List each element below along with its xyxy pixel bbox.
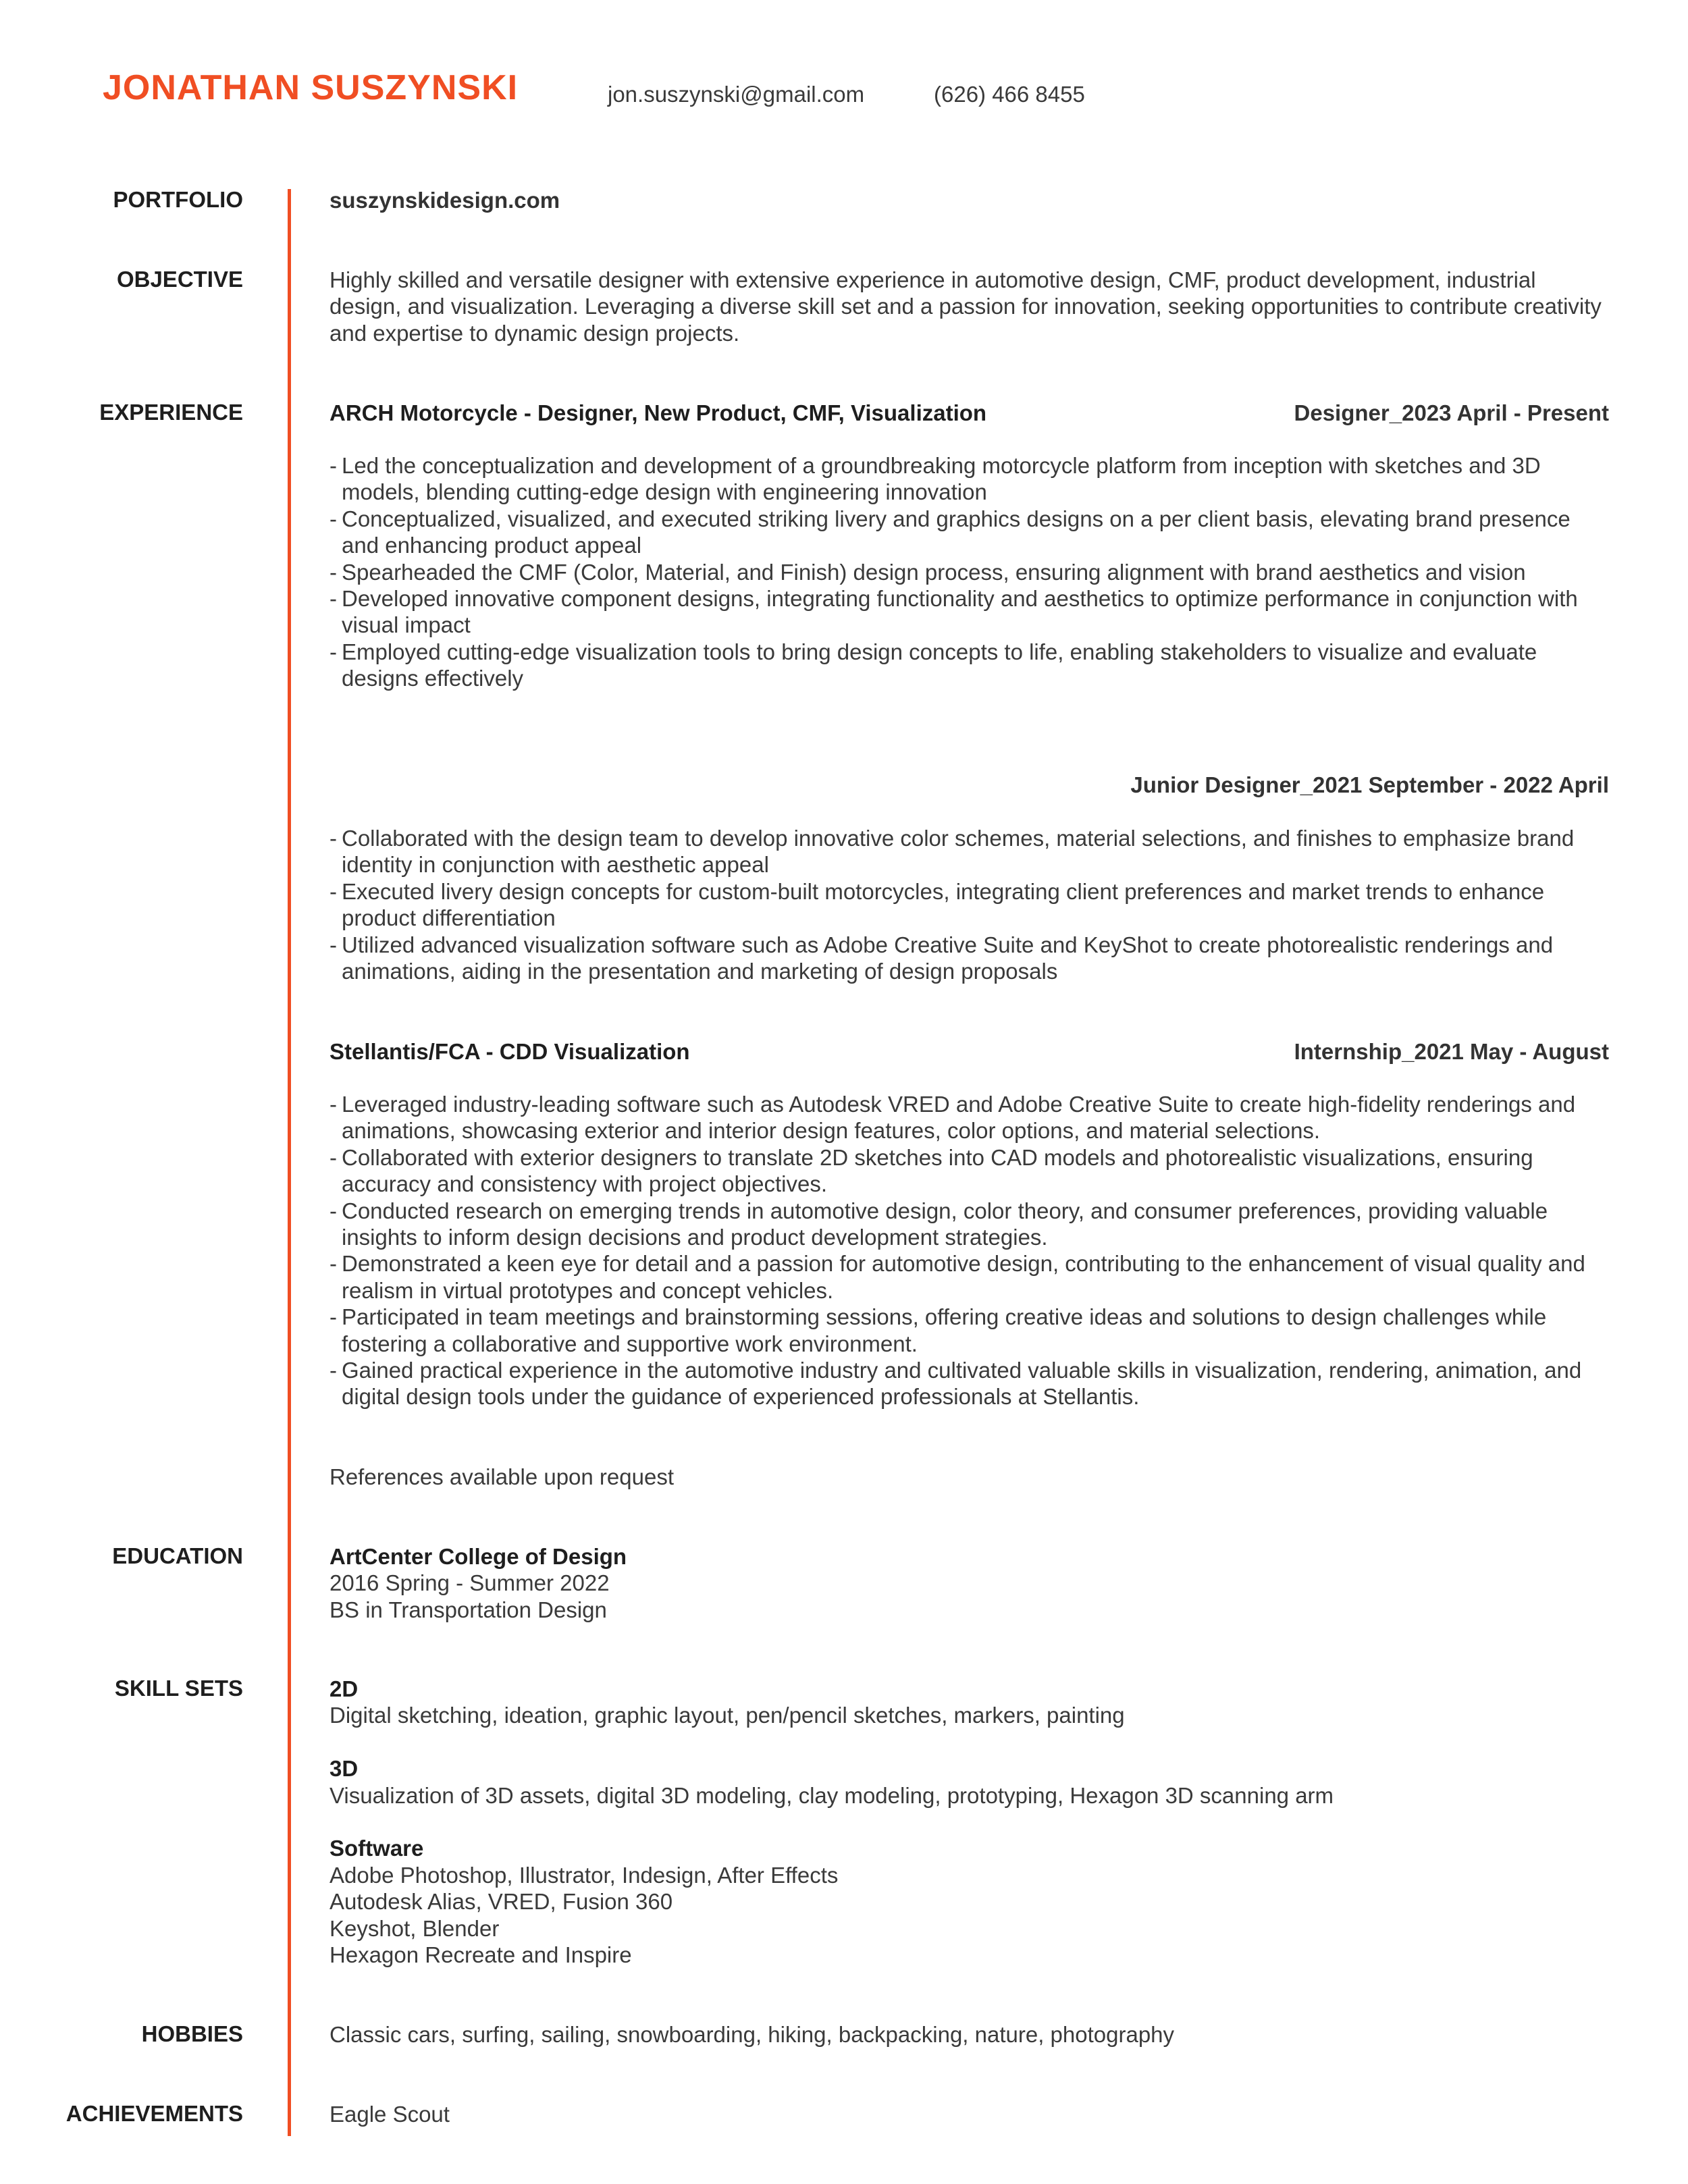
list-item: - Executed livery design concepts for custom-built motorcycles, integrating client preferences and market trends to enhance product differentiation — [329, 878, 1609, 932]
job-period: Internship_2021 May - August — [1294, 1039, 1609, 1064]
list-item: - Developed innovative component designs, integrating functionality and aesthetics to optimize performance in conjunction with visual impact — [329, 585, 1609, 639]
phone-number: (626) 466 8455 — [934, 82, 1085, 107]
portfolio-section — [329, 187, 1609, 213]
skill-line: Hexagon Recreate and Inspire — [329, 1942, 632, 1968]
job-period: Junior Designer_2021 September - 2022 April — [1130, 772, 1609, 797]
section-label-hobbies: HOBBIES — [141, 2021, 243, 2046]
job-bullets — [329, 1091, 1609, 1410]
skill-group-title: 2D — [329, 1676, 359, 1701]
section-label-achievements: ACHIEVEMENTS — [65, 2101, 243, 2126]
job-period: Designer_2023 April - Present — [1294, 400, 1609, 425]
degree: BS in Transportation Design — [329, 1597, 607, 1622]
list-item: - Gained practical experience in the automotive industry and cultivated valuable skills in visualization, rendering, animation, and digital design tools under the guidance of experienced professionals at Stellantis. — [329, 1357, 1609, 1410]
email-link[interactable]: jon.suszynski@gmail.com — [608, 82, 865, 107]
section-label-experience: EXPERIENCE — [99, 400, 243, 425]
section-label-objective: OBJECTIVE — [116, 267, 243, 292]
candidate-name: JONATHAN SUSZYNSKI — [103, 68, 519, 107]
job-header — [329, 400, 1609, 426]
list-item: - Led the conceptualization and development of a groundbreaking motorcycle platform from inception with sketches and 3D models, blending cutting-edge design with engineering innovation — [329, 452, 1609, 506]
list-item: - Conceptualized, visualized, and executed striking livery and graphics designs on a per client basis, elevating brand presence and enhancing product appeal — [329, 506, 1609, 559]
job-header — [329, 1038, 1609, 1065]
list-item: - Collaborated with the design team to develop innovative color schemes, material selections, and finishes to emphasize brand identity in conjunction with aesthetic appeal — [329, 825, 1609, 878]
section-divider-rule — [288, 189, 291, 2136]
education-dates: 2016 Spring - Summer 2022 — [329, 1570, 610, 1596]
objective-text: Highly skilled and versatile designer with extensive experience in automotive design, CMF, product development, industrial design, and visualization. Leveraging a diverse skill set and a passion for innovation, seeking opportunities to contribute creativity and expertise to dynamic design projects. — [329, 267, 1602, 346]
skill-line: Keyshot, Blender — [329, 1915, 500, 1941]
skill-line: Visualization of 3D assets, digital 3D modeling, clay modeling, prototyping, Hexagon 3D scanning arm — [329, 1782, 1334, 1808]
list-item: - Collaborated with exterior designers to translate 2D sketches into CAD models and photorealistic visualizations, ensuring accuracy and consistency with project objectives. — [329, 1144, 1609, 1198]
section-label-education: EDUCATION — [112, 1543, 243, 1568]
skills-section — [329, 1676, 1609, 1968]
skill-line: Autodesk Alias, VRED, Fusion 360 — [329, 1889, 673, 1915]
job-bullets — [329, 452, 1609, 692]
hobbies-text: Classic cars, surfing, sailing, snowboarding, hiking, backpacking, nature, photography — [329, 2022, 1175, 2047]
list-item: - Utilized advanced visualization software such as Adobe Creative Suite and KeyShot to create photorealistic renderings and animations, aiding in the presentation and marketing of design proposals — [329, 932, 1609, 985]
list-item: - Spearheaded the CMF (Color, Material, and Finish) design process, ensuring alignment with brand aesthetics and vision — [329, 559, 1609, 585]
skill-line: Adobe Photoshop, Illustrator, Indesign, After Effects — [329, 1862, 839, 1888]
skill-group-title: 3D — [329, 1756, 359, 1782]
job-title: ARCH Motorcycle - Designer, New Product, CMF, Visualization — [329, 400, 987, 425]
skill-group-title: Software — [329, 1836, 424, 1861]
list-item: - Employed cutting-edge visualization tools to bring design concepts to life, enabling stakeholders to visualize and evaluate designs effectively — [329, 639, 1609, 692]
list-item: - Participated in team meetings and brainstorming sessions, offering creative ideas and solutions to design challenges while fostering a collaborative and supportive work environment. — [329, 1304, 1609, 1357]
education-section — [329, 1543, 1609, 1623]
job-title: Stellantis/FCA - CDD Visualization — [329, 1039, 690, 1064]
section-label-skills: SKILL SETS — [114, 1676, 243, 1701]
portfolio-link[interactable]: suszynskidesign.com — [329, 188, 560, 213]
list-item: - Leveraged industry-leading software such as Autodesk VRED and Adobe Creative Suite to create high-fidelity renderings and animations, showcasing exterior and interior design features, color options, and material selections. — [329, 1091, 1609, 1144]
section-label-portfolio: PORTFOLIO — [113, 187, 243, 212]
skill-line: Digital sketching, ideation, graphic layout, pen/pencil sketches, markers, painting — [329, 1703, 1125, 1728]
job-bullets — [329, 825, 1609, 984]
list-item: - Conducted research on emerging trends in automotive design, color theory, and consumer preferences, providing valuable insights to inform design decisions and product development strategies. — [329, 1198, 1609, 1251]
job-header — [329, 772, 1609, 798]
achievements-text: Eagle Scout — [329, 2102, 450, 2127]
list-item: - Demonstrated a keen eye for detail and a passion for automotive design, contributing to the enhancement of visual quality and realism in virtual prototypes and concept vehicles. — [329, 1250, 1609, 1304]
spacer — [329, 1809, 1609, 1835]
spacer — [329, 1729, 1609, 1755]
references-note: References available upon request — [329, 1464, 675, 1489]
school-name: ArtCenter College of Design — [329, 1544, 627, 1569]
